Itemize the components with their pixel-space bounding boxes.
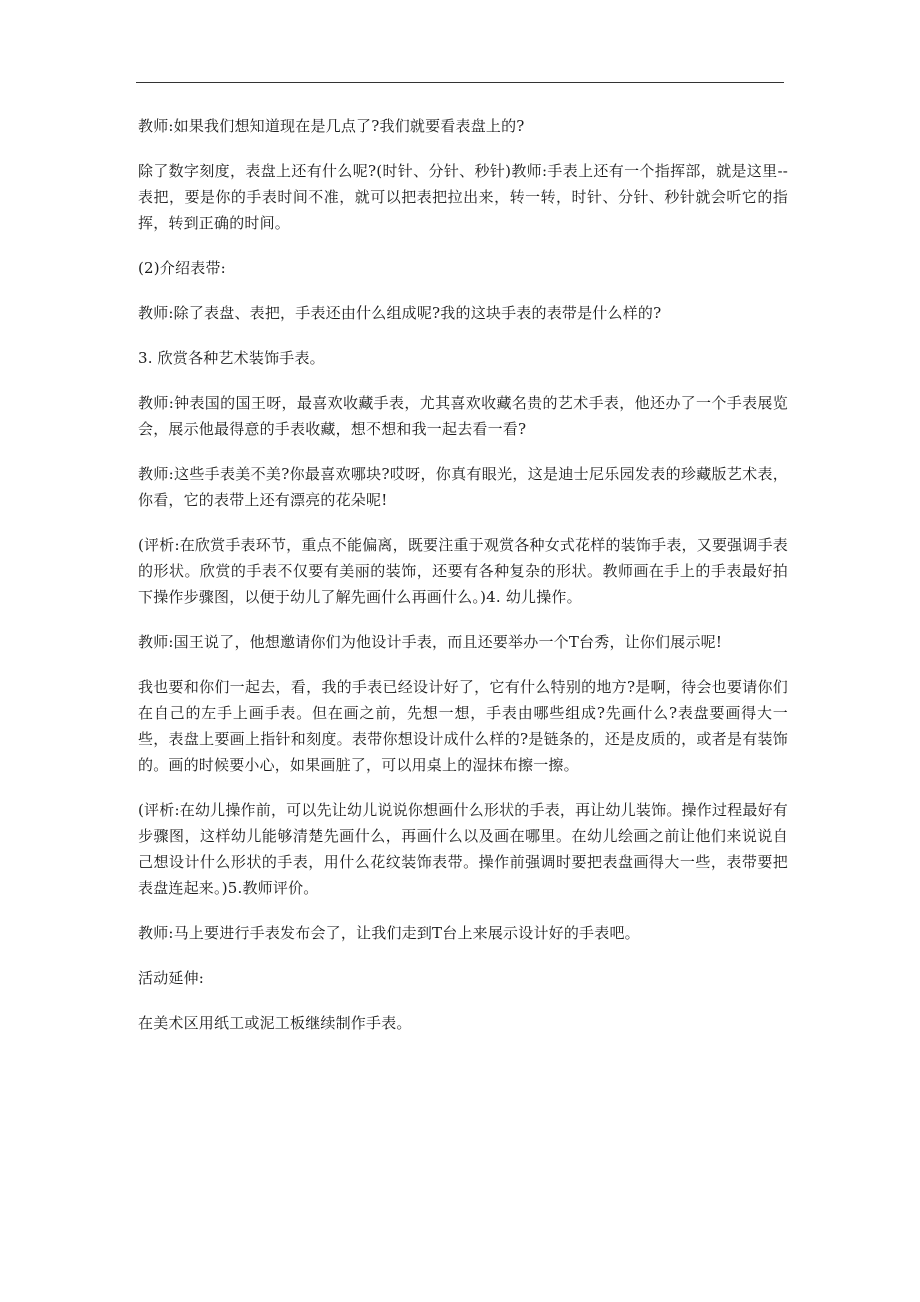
section-heading: 3. 欣赏各种艺术装饰手表。 (138, 349, 325, 367)
paragraph: 除了数字刻度，表盘上还有什么呢?(时针、分针、秒针)教师:手表上还有一个指挥部，就是这里--表把，要是你的手表时间不准，就可以把表把拉出来，转一转，时针、分针、秒针就会听它的指挥，转到正确的时间。 (138, 162, 788, 232)
paragraph: 教师:国王说了，他想邀请你们为他设计手表，而且还要举办一个T台秀，让你们展示呢! (138, 633, 723, 651)
section-heading: (2)介绍表带: (138, 259, 226, 277)
paragraph: 我也要和你们一起去，看，我的手表已经设计好了，它有什么特别的地方?是啊，待会也要请你们在自己的左手上画手表。但在画之前，先想一想，手表由哪些组成?先画什么?表盘要画得大一些，表盘上要画上指针和刻度。表带你想设计成什么样的?是链条的，还是皮质的，或者是有装饰的。画的时候要小心，如果画脏了，可以用桌上的湿抹布擦一擦。 (138, 678, 788, 774)
paragraph: 教师:如果我们想知道现在是几点了?我们就要看表盘上的? (138, 117, 525, 135)
paragraph: 教师:除了表盘、表把，手表还由什么组成呢?我的这块手表的表带是什么样的? (138, 304, 662, 322)
document-body (138, 113, 788, 1055)
commentary-paragraph: (评析:在欣赏手表环节，重点不能偏离，既要注重于观赏各种女式花样的装饰手表，又要强调手表的形状。欣赏的手表不仅要有美丽的装饰，还要有各种复杂的形状。教师画在手上的手表最好拍下操作步骤图，以便于幼儿了解先画什么再画什么。)4. 幼儿操作。 (138, 536, 788, 606)
section-heading: 活动延伸: (138, 969, 205, 987)
paragraph: 教师:钟表国的国王呀，最喜欢收藏手表，尤其喜欢收藏名贵的艺术手表，他还办了一个手表展览会，展示他最得意的手表收藏，想不想和我一起去看一看? (138, 394, 788, 438)
commentary-paragraph: (评析:在幼儿操作前，可以先让幼儿说说你想画什么形状的手表，再让幼儿装饰。操作过程最好有步骤图，这样幼儿能够清楚先画什么，再画什么以及画在哪里。在幼儿绘画之前让他们来说说自己想设计什么形状的手表，用什么花纹装饰表带。操作前强调时要把表盘画得大一些，表带要把表盘连起来。)5.教师评价。 (138, 801, 788, 897)
paragraph: 教师:马上要进行手表发布会了，让我们走到T台上来展示设计好的手表吧。 (138, 924, 640, 942)
header-rule (136, 82, 784, 83)
paragraph: 教师:这些手表美不美?你最喜欢哪块?哎呀，你真有眼光，这是迪士尼乐园发表的珍藏版艺术表，你看，它的表带上还有漂亮的花朵呢! (138, 465, 788, 509)
paragraph: 在美术区用纸工或泥工板继续制作手表。 (138, 1014, 412, 1032)
